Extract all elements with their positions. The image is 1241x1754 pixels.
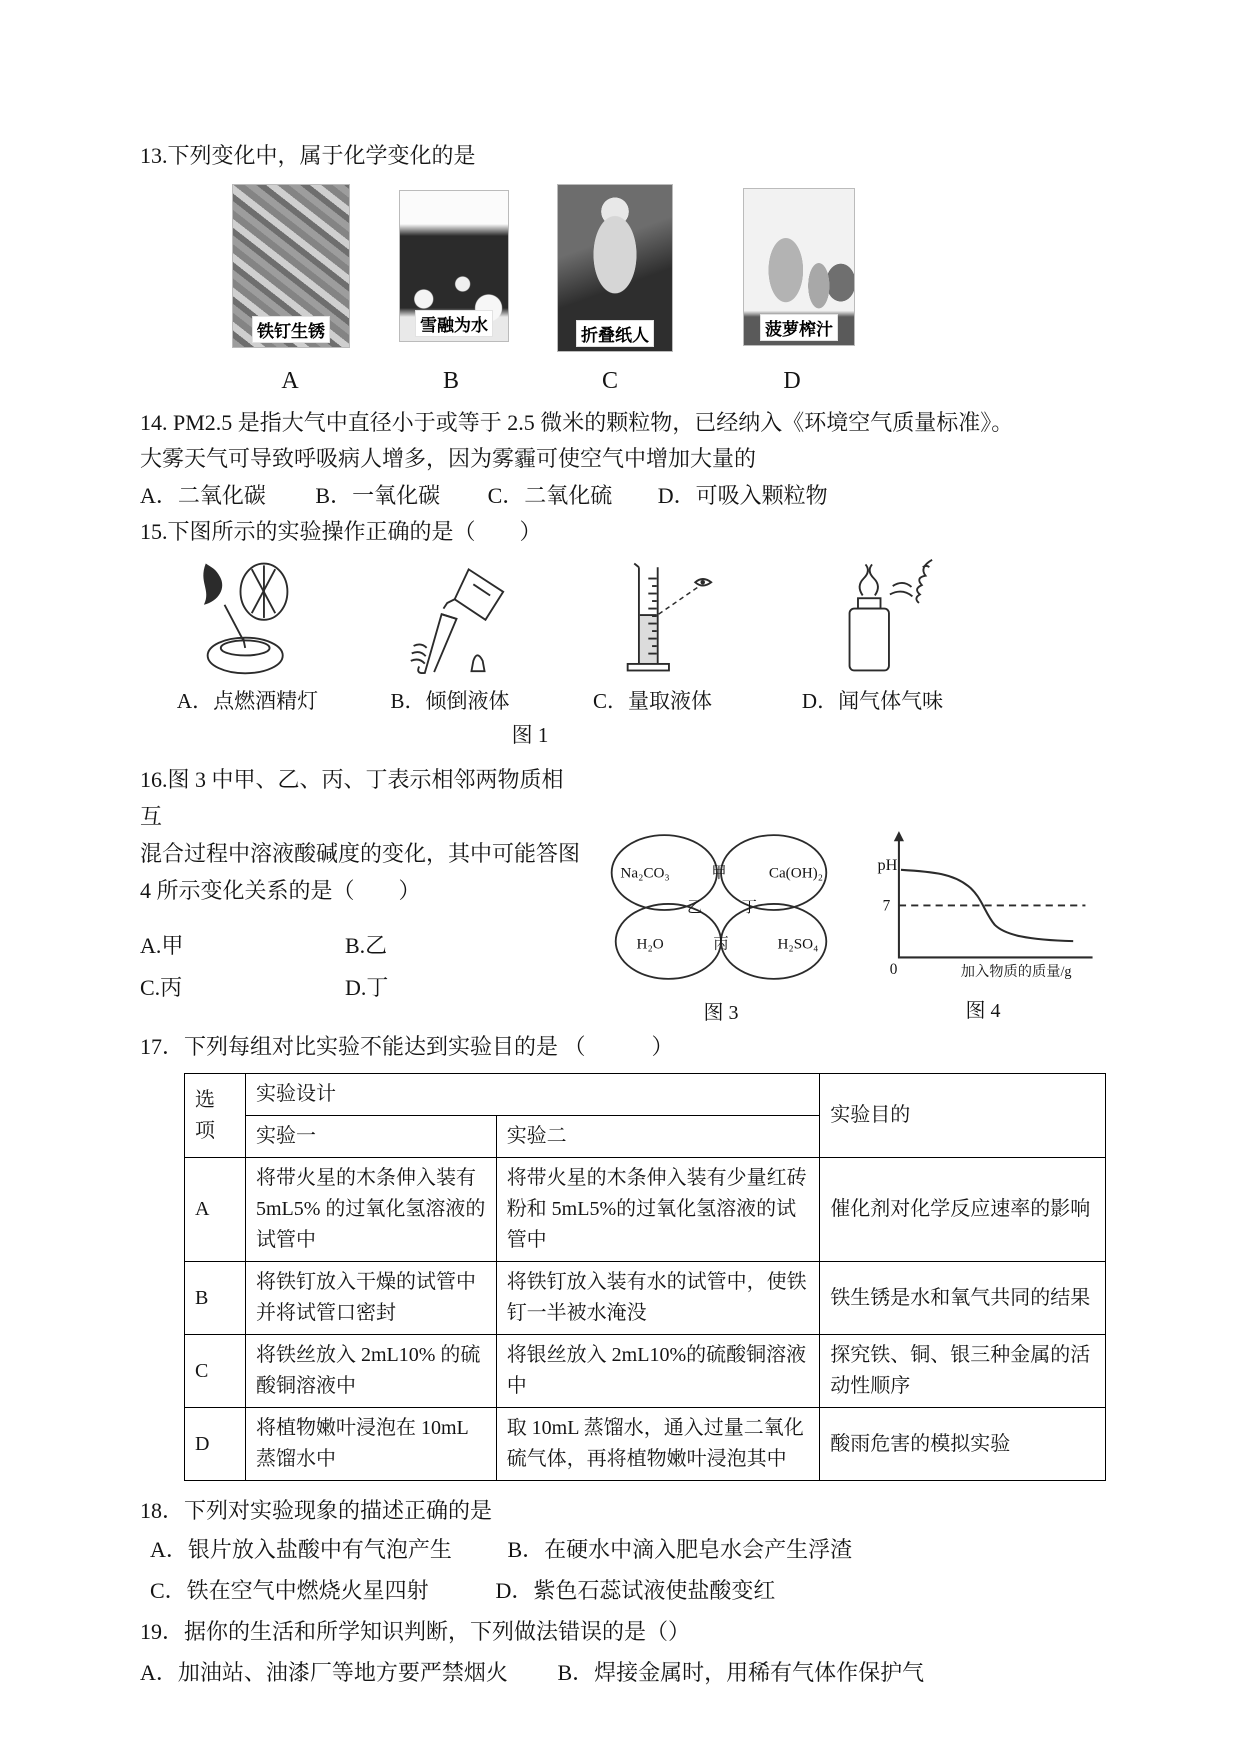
row-exp1: 将植物嫩叶浸泡在 10mL 蒸馏水中 — [246, 1408, 497, 1481]
option-a: A．二氧化碳 — [140, 483, 266, 508]
row-option: A — [185, 1158, 246, 1262]
option-b: B．焊接金属时，用稀有气体作保护气 — [557, 1660, 925, 1685]
row-exp1: 将带火星的木条伸入装有 5mL5% 的过氧化氢溶液的试管中 — [246, 1158, 497, 1262]
question-16-options — [140, 925, 585, 1009]
question-18 — [140, 1493, 1108, 1611]
option-a: A.甲 — [140, 933, 184, 958]
table-row-a — [185, 1158, 1106, 1262]
table-header-row-1 — [185, 1074, 1106, 1116]
option-letter-b: B — [442, 368, 459, 394]
figure-label-b: B．倾倒液体 — [390, 689, 510, 713]
figure-label-a: A．点燃酒精灯 — [176, 689, 319, 713]
row-purpose: 酸雨危害的模拟实验 — [820, 1408, 1106, 1481]
question-18-options-line1 — [140, 1529, 1108, 1570]
question-16-stem-line1: 16.图 3 中甲、乙、丙、丁表示相邻两物质相互 — [140, 767, 564, 829]
question-19 — [140, 1611, 1108, 1693]
venn-label-ding: 丁 — [741, 899, 757, 917]
question-15-figures — [140, 556, 1108, 715]
question-17-stem: 17．下列每组对比实验不能达到实验目的是 （ ） — [140, 1034, 674, 1059]
header-purpose: 实验目的 — [820, 1074, 1106, 1158]
option-c: C.丙 — [140, 975, 183, 1000]
figure3-caption: 图 3 — [703, 1002, 739, 1024]
venn-label-h2o: H₂O — [636, 935, 664, 953]
question-13-letters — [140, 368, 1108, 395]
question-15 — [140, 514, 1108, 749]
venn-label-caoh2: Ca(OH)₂ — [768, 864, 824, 882]
figure-pour-liquid — [355, 556, 545, 715]
figure-label-d: D．闻气体气味 — [801, 689, 944, 713]
figure3-venn-diagram — [585, 827, 857, 1025]
photo-caption: 菠萝榨汁 — [760, 314, 838, 341]
figure-measure-liquid — [545, 556, 760, 715]
row-option: D — [185, 1408, 246, 1481]
photo-iron-nail-rust — [232, 184, 350, 348]
option-a: A．银片放入盐酸中有气泡产生 — [150, 1537, 452, 1562]
row-option: B — [185, 1262, 246, 1335]
table-row-b — [185, 1262, 1106, 1335]
header-exp2: 实验二 — [496, 1116, 820, 1158]
question-13 — [140, 138, 1108, 395]
graduated-cylinder-icon — [578, 556, 728, 678]
option-d: D.丁 — [345, 975, 389, 1000]
header-exp1: 实验一 — [246, 1116, 497, 1158]
row-exp2: 取 10mL 蒸馏水，通入过量二氧化硫气体，再将植物嫩叶浸泡其中 — [496, 1408, 820, 1481]
photo-caption: 铁钉生锈 — [252, 316, 330, 343]
figure-smell-gas — [760, 556, 985, 715]
question-14-stem-line2: 大雾天气可导致呼吸病人增多，因为雾霾可使空气中增加大量的 — [140, 446, 757, 471]
option-d: D．紫色石蕊试液使盐酸变红 — [495, 1578, 776, 1603]
question-15-stem: 15.下图所示的实验操作正确的是（ ） — [140, 519, 542, 544]
question-18-stem: 18．下列对实验现象的描述正确的是 — [140, 1498, 493, 1523]
row-exp2: 将带火星的木条伸入装有少量红砖粉和 5mL5%的过氧化氢溶液的试管中 — [496, 1158, 820, 1262]
experiment-comparison-table — [184, 1073, 1106, 1481]
alcohol-lamp-icon — [173, 556, 323, 678]
photo-snow-melting — [399, 190, 509, 342]
question-16-figures — [585, 827, 1105, 1025]
venn-label-yi: 乙 — [687, 899, 703, 917]
option-d: D．可吸入颗粒物 — [657, 483, 828, 508]
option-c: C．铁在空气中燃烧火星四射 — [150, 1578, 429, 1603]
row-exp1: 将铁丝放入 2mL10% 的硫酸铜溶液中 — [246, 1335, 497, 1408]
question-14 — [140, 405, 1108, 514]
graph-origin: 0 — [889, 960, 898, 978]
question-13-photos — [140, 184, 1108, 352]
graph-ylabel: pH — [877, 854, 898, 874]
figure-label-c: C．量取液体 — [592, 689, 712, 713]
option-b: B．一氧化碳 — [315, 483, 441, 508]
row-purpose: 催化剂对化学反应速率的影响 — [820, 1158, 1106, 1262]
option-b: B.乙 — [345, 933, 388, 958]
question-16-text — [140, 761, 585, 1025]
photo-caption: 折叠纸人 — [576, 320, 654, 347]
option-a: A．加油站、油漆厂等地方要严禁烟火 — [140, 1660, 508, 1685]
row-purpose: 探究铁、铜、银三种金属的活动性顺序 — [820, 1335, 1106, 1408]
photo-caption: 雪融为水 — [415, 310, 493, 337]
venn-label-jia: 甲 — [711, 864, 727, 882]
graph-ytick-7: 7 — [882, 897, 891, 915]
venn-diagram-icon — [587, 827, 855, 989]
option-letter-d: D — [783, 368, 801, 394]
figure-light-alcohol-lamp — [140, 556, 355, 715]
question-19-stem: 19．据你的生活和所学知识判断，下列做法错误的是（） — [140, 1619, 691, 1644]
option-letter-a: A — [281, 368, 299, 394]
venn-label-na2co3: Na₂CO₃ — [620, 864, 670, 882]
graph-xlabel: 加入物质的质量/g — [960, 963, 1072, 980]
question-16-stem-line3: 4 所示变化关系的是（ ） — [140, 878, 421, 903]
smelling-gas-icon — [798, 556, 948, 678]
question-14-stem-line1: 14. PM2.5 是指大气中直径小于或等于 2.5 微米的颗粒物，已经纳入《环境空气质量标准》。 — [140, 410, 1014, 435]
header-design: 实验设计 — [246, 1074, 820, 1116]
venn-label-h2so4: H₂SO₄ — [777, 935, 819, 953]
question-16 — [140, 761, 1108, 1025]
question-14-options — [140, 477, 1108, 514]
figure4-ph-graph — [861, 827, 1105, 1025]
option-letter-c: C — [601, 368, 618, 394]
table-row-c — [185, 1335, 1106, 1408]
photo-pineapple-juice — [743, 188, 855, 346]
venn-label-bing: 丙 — [713, 935, 729, 953]
row-purpose: 铁生锈是水和氧气共同的结果 — [820, 1262, 1106, 1335]
question-16-stem-line2: 混合过程中溶液酸碱度的变化，其中可能答图 — [140, 841, 581, 866]
row-exp1: 将铁钉放入干燥的试管中并将试管口密封 — [246, 1262, 497, 1335]
option-c: C．二氧化硫 — [487, 483, 613, 508]
question-17 — [140, 1029, 1108, 1481]
table-row-d — [185, 1408, 1106, 1481]
photo-paper-figure — [557, 184, 673, 352]
option-b: B．在硬水中滴入肥皂水会产生浮渣 — [507, 1537, 853, 1562]
ph-curve-icon — [863, 827, 1103, 987]
row-option: C — [185, 1335, 246, 1408]
figure4-caption: 图 4 — [965, 1000, 1001, 1022]
row-exp2: 将银丝放入 2mL10%的硫酸铜溶液中 — [496, 1335, 820, 1408]
question-13-stem: 13.下列变化中，属于化学变化的是 — [140, 143, 476, 168]
question-18-options-line2 — [140, 1570, 1108, 1611]
figure1-caption: 图 1 — [511, 723, 549, 747]
row-exp2: 将铁钉放入装有水的试管中，使铁钉一半被水淹没 — [496, 1262, 820, 1335]
header-option: 选 项 — [185, 1074, 246, 1158]
question-19-options-line — [140, 1652, 1108, 1693]
pouring-liquid-icon — [380, 556, 520, 678]
page-content — [140, 138, 1108, 1693]
